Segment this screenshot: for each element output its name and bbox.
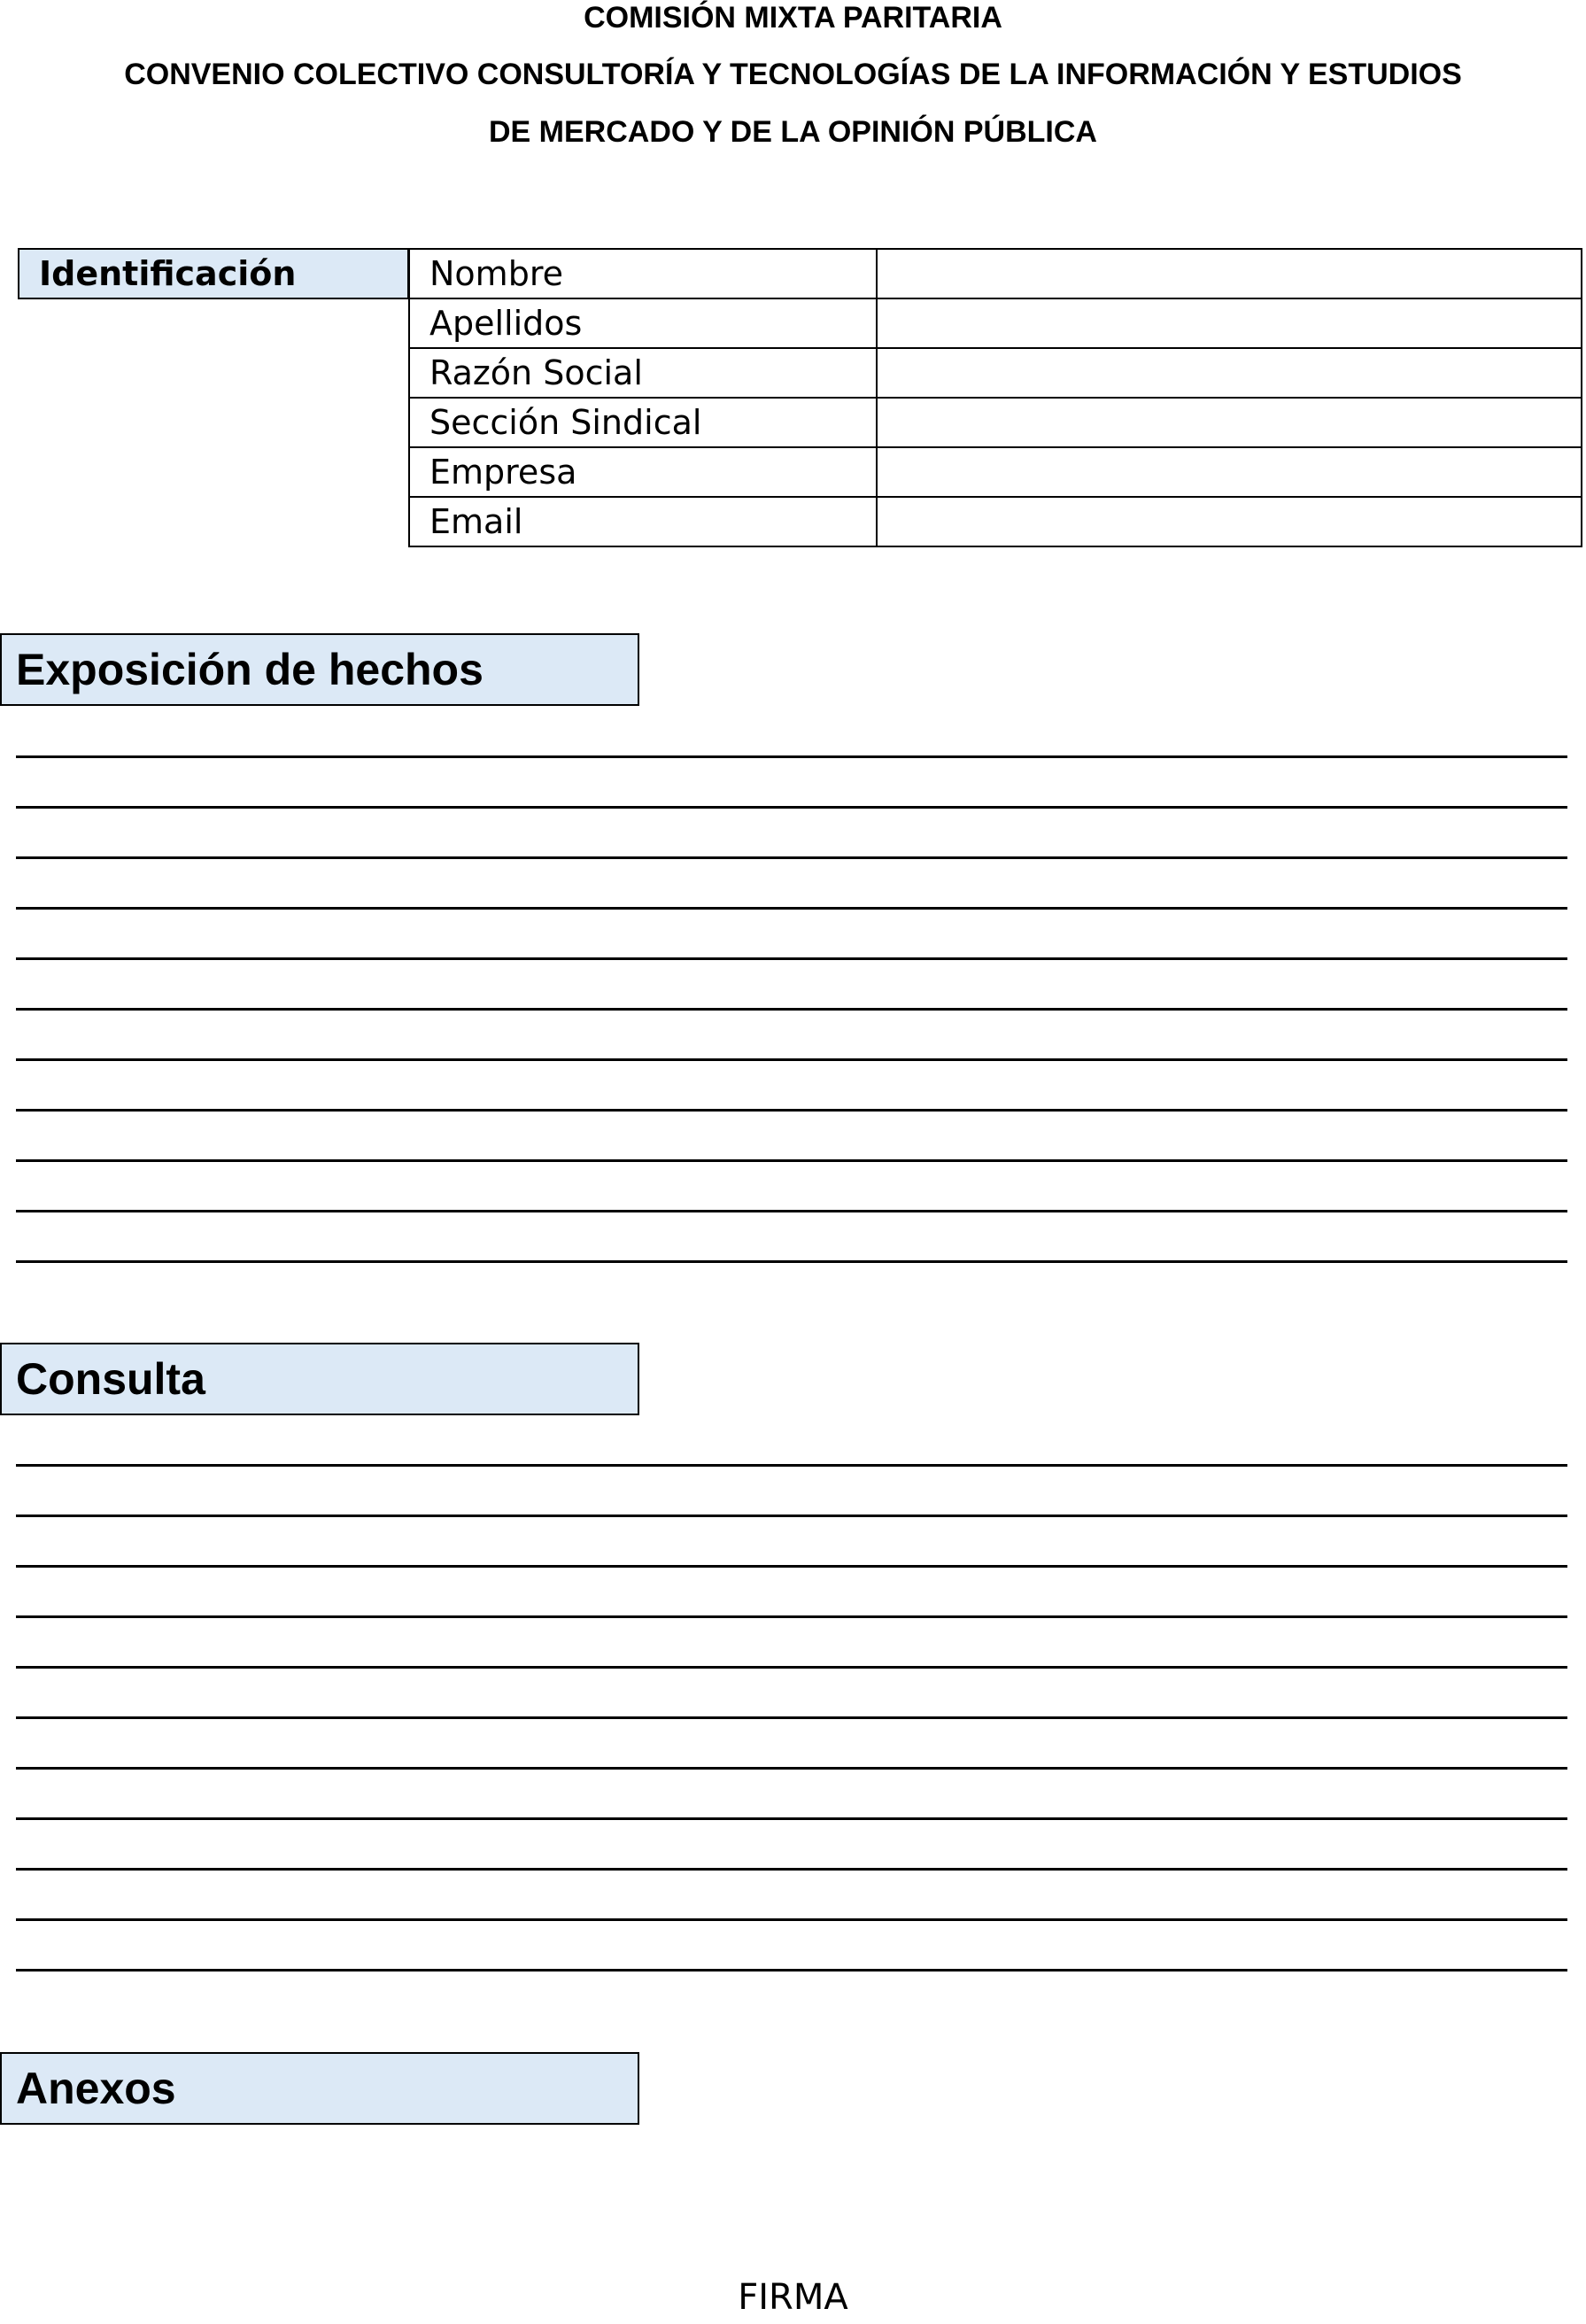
writing-line[interactable] xyxy=(16,1666,1567,1669)
writing-line[interactable] xyxy=(16,1817,1567,1820)
table-row xyxy=(409,348,1582,398)
writing-line[interactable] xyxy=(16,1008,1567,1011)
section-title-anexos: Anexos xyxy=(0,2052,639,2125)
table-row xyxy=(409,298,1582,348)
writing-line[interactable] xyxy=(16,806,1567,809)
table-row xyxy=(409,447,1582,497)
header-subtitle-line-1: CONVENIO COLECTIVO CONSULTORÍA Y TECNOLOGÍAS DE LA INFORMACIÓN Y ESTUDIOS xyxy=(124,58,1462,91)
table-row xyxy=(409,249,1582,298)
field-label-empresa: Empresa xyxy=(409,447,877,497)
writing-line[interactable] xyxy=(16,1159,1567,1162)
writing-line[interactable] xyxy=(16,957,1567,960)
writing-line[interactable] xyxy=(16,1767,1567,1770)
field-label-apellidos: Apellidos xyxy=(409,298,877,348)
writing-line[interactable] xyxy=(16,1918,1567,1921)
writing-line[interactable] xyxy=(16,1615,1567,1618)
writing-line[interactable] xyxy=(16,1716,1567,1719)
table-row xyxy=(409,398,1582,447)
writing-line[interactable] xyxy=(16,1109,1567,1112)
field-value-razon-social[interactable] xyxy=(877,348,1582,398)
writing-line[interactable] xyxy=(16,755,1567,758)
writing-line[interactable] xyxy=(16,907,1567,910)
writing-line[interactable] xyxy=(16,1464,1567,1467)
writing-line[interactable] xyxy=(16,1058,1567,1061)
writing-line[interactable] xyxy=(16,1565,1567,1568)
header-subtitle-line-2: DE MERCADO Y DE LA OPINIÓN PÚBLICA xyxy=(489,115,1097,149)
field-value-seccion-sindical[interactable] xyxy=(877,398,1582,447)
field-label-razon-social: Razón Social xyxy=(409,348,877,398)
identification-label: Identificación xyxy=(18,248,409,299)
writing-line[interactable] xyxy=(16,1514,1567,1517)
table-row xyxy=(409,497,1582,546)
field-label-nombre: Nombre xyxy=(409,249,877,298)
field-value-email[interactable] xyxy=(877,497,1582,546)
writing-line[interactable] xyxy=(16,856,1567,859)
section-title-consulta: Consulta xyxy=(0,1343,639,1415)
writing-line[interactable] xyxy=(16,1260,1567,1263)
section-title-exposicion-de-hechos: Exposición de hechos xyxy=(0,633,639,706)
field-value-empresa[interactable] xyxy=(877,447,1582,497)
field-label-email: Email xyxy=(409,497,877,546)
signature-label: FIRMA xyxy=(738,2277,848,2318)
identification-table xyxy=(408,248,1582,547)
field-value-apellidos[interactable] xyxy=(877,298,1582,348)
writing-line[interactable] xyxy=(16,1868,1567,1871)
field-value-nombre[interactable] xyxy=(877,249,1582,298)
header-title: COMISIÓN MIXTA PARITARIA xyxy=(584,1,1002,35)
writing-line[interactable] xyxy=(16,1969,1567,1972)
writing-line[interactable] xyxy=(16,1210,1567,1212)
field-label-seccion-sindical: Sección Sindical xyxy=(409,398,877,447)
